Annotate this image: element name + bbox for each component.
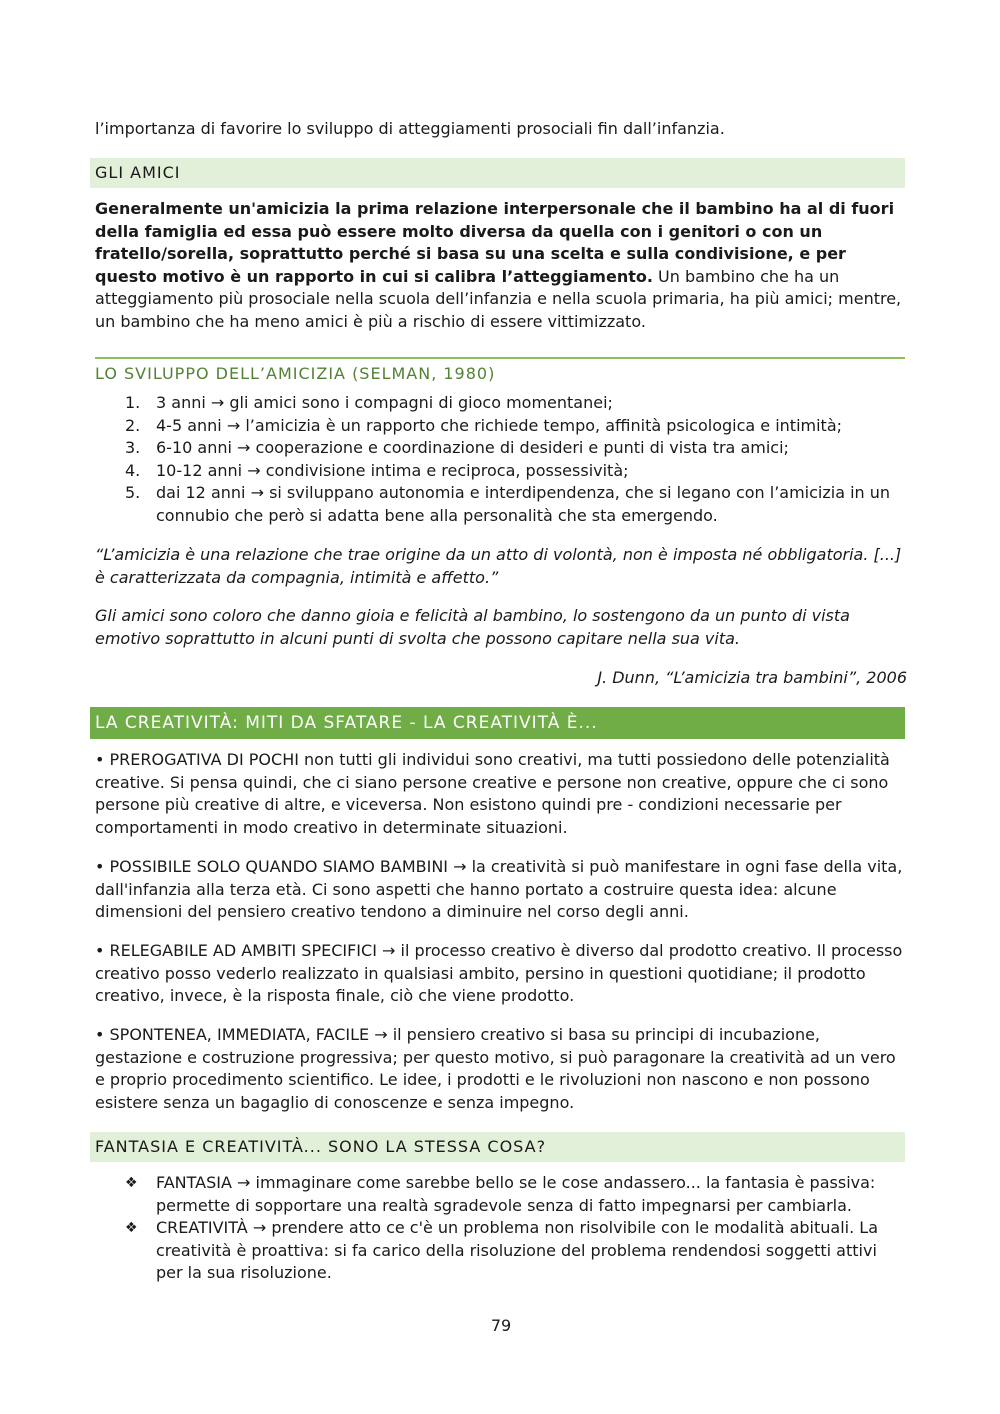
heading-creativita-miti: LA CREATIVITÀ: MITI DA SFATARE - LA CREATIVITÀ È... (90, 707, 905, 739)
page-number: 79 (490, 1316, 512, 1335)
list-item: 1. 3 anni → gli amici sono i compagni di gioco momentanei; (125, 393, 613, 412)
heading-fantasia-creativita: FANTASIA E CREATIVITÀ... SONO LA STESSA COSA? (90, 1132, 905, 1162)
creativita-paragraph: • RELEGABILE AD AMBITI SPECIFICI → il processo creativo è diverso dal prodotto creativo. Il processo creativo posso vederlo realizzato in qualsiasi ambito, persino in questioni quotidiane; il prodotto creativo, invece, è la risposta finale, ciò che viene prodotto. (95, 941, 903, 1006)
fantasia-list-container (95, 1172, 907, 1285)
citation: J. Dunn, “L’amicizia tra bambini”, 2006 (597, 668, 907, 687)
creativita-paragraph: • PREROGATIVA DI POCHI non tutti gli individui sono creativi, ma tutti possiedono delle potenzialità creative. Si pensa quindi, che ci siano persone creative e persone non creative, oppure che ci sono persone più creative di altre, e viceversa. Non esistono quindi pre - condizioni necessarie per comportamenti in modo creativo in determinate situazioni. (95, 750, 890, 837)
sviluppo-list (95, 392, 907, 528)
intro-line: l’importanza di favorire lo sviluppo di atteggiamenti prosociali fin dall’infanzia. (95, 119, 725, 138)
list-item: ❖ CREATIVITÀ → prendere atto ce c'è un problema non risolvibile con le modalità abituali. La creatività è proattiva: si fa carico della risoluzione del problema rendendosi soggetti attivi per la sua risoluzione. (125, 1218, 878, 1283)
amici-paragraph (95, 198, 907, 334)
heading-gli-amici: GLI AMICI (90, 158, 905, 188)
sviluppo-list-container (95, 392, 907, 528)
creativita-paragraph: • SPONTENEA, IMMEDIATA, FACILE → il pensiero creativo si basa su principi di incubazione, gestazione e costruzione progressiva; per questo motivo, si può paragonare la creatività ad un vero e proprio procedimento scientifico. Le idee, i prodotti e le rivoluzioni non nascono e non possono esistere senza un bagaglio di conoscenze e senza impegno. (95, 1025, 896, 1112)
list-item: 5. dai 12 anni → si sviluppano autonomia e interdipendenza, che si legano con l’amicizia in un connubio che però si adatta bene alla personalità che sta emergendo. (125, 483, 891, 525)
list-item: 3. 6-10 anni → cooperazione e coordinazione di desideri e punti di vista tra amici; (125, 438, 789, 458)
diamond-bullet-icon: ❖ (125, 1175, 138, 1191)
arrow-icon: → (210, 393, 225, 412)
quote-amici: Gli amici sono coloro che danno gioia e felicità al bambino, lo sostengono da un punto di vista emotivo soprattutto in alcuni punti di svolta che possono capitare nella sua vita. (95, 606, 850, 648)
amici-bold-text: Generalmente un'amicizia la prima relazione interpersonale che il bambino ha al di fuori della famiglia ed essa può essere molto diversa da quella con i genitori o con un fratello/sorella, soprattutto perché si basa su una scelta e sulla condivisione, e per questo motivo è un rapporto in cui si calibra l’atteggiamento. (95, 199, 895, 286)
arrow-icon: → (247, 460, 261, 480)
arrow-icon: → (250, 483, 264, 503)
quote-dunn: “L’amicizia è una relazione che trae origine da un atto di volontà, non è imposta né obbligatoria. [...] è caratterizzata da compagnia, intimità e affetto.” (95, 545, 902, 587)
heading-sviluppo-amicizia: LO SVILUPPO DELL’AMICIZIA (SELMAN, 1980) (95, 357, 905, 385)
creativita-paragraph: • POSSIBILE SOLO QUANDO SIAMO BAMBINI → la creatività si può manifestare in ogni fase della vita, dall'infanzia alla terza età. Ci sono aspetti che hanno portato a costruire questa idea: alcune dimensioni del pensiero creativo tendono a diminuire nel corso degli anni. (95, 857, 903, 922)
fantasia-list (95, 1172, 907, 1285)
list-item: 2. 4-5 anni → l’amicizia è un rapporto che richiede tempo, affinità psicologica e intimità; (125, 415, 843, 435)
amici-normal-text: Un bambino che ha un atteggiamento più prosociale nella scuola dell’infanzia e nella scuola primaria, ha più amici; mentre, un bambino che ha meno amici è più a rischio di essere vittimizzato. (95, 266, 902, 331)
list-item: ❖ FANTASIA → immaginare come sarebbe bello se le cose andassero... la fantasia è passiva: permette di sopportare una realtà sgradevole senza di fatto impegnarsi per cambiarla. (125, 1173, 876, 1215)
list-item: 4. 10-12 anni → condivisione intima e reciproca, possessività; (125, 460, 629, 480)
arrow-icon: → (237, 438, 251, 458)
diamond-bullet-icon: ❖ (125, 1220, 138, 1237)
arrow-icon: → (226, 415, 241, 435)
